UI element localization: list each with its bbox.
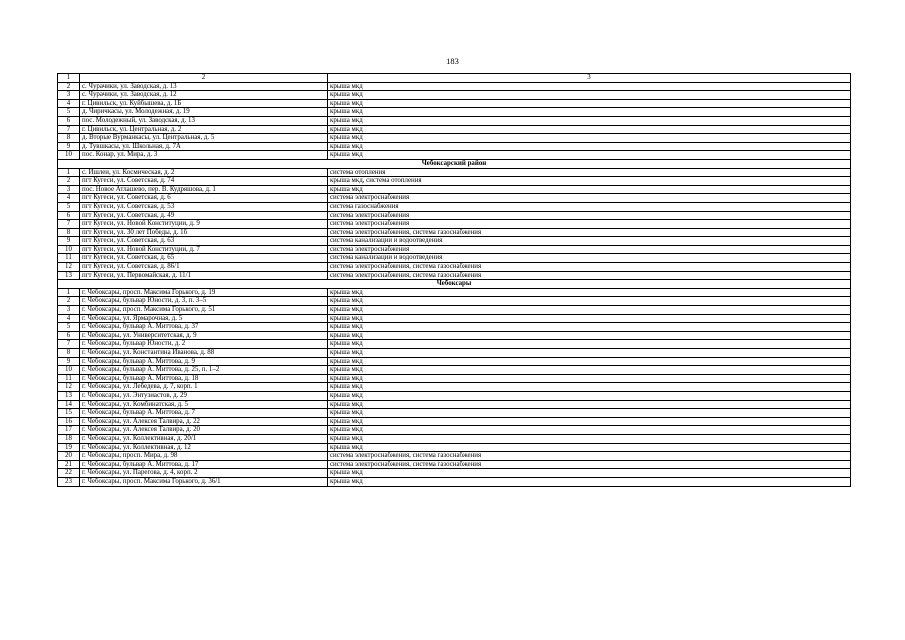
section-title: Чебоксарский район	[58, 159, 851, 168]
row-work-type: крыша мкд	[328, 306, 851, 315]
row-number: 15	[58, 409, 80, 418]
row-address: пгт Кугеси, ул. Новой Конституции, д. 7	[80, 245, 328, 254]
row-number: 8	[58, 134, 80, 143]
row-work-type: крыша мкд	[328, 314, 851, 323]
table-row	[58, 349, 851, 358]
row-address: г. Чебоксары, бульвар Юности, д. 2	[80, 340, 328, 349]
row-number: 11	[58, 374, 80, 383]
row-address: г. Чебоксары, ул. Алексея Талвира, д. 20	[80, 426, 328, 435]
table-row	[58, 177, 851, 186]
table-row	[58, 331, 851, 340]
row-number: 2	[58, 82, 80, 91]
row-address: г. Чебоксары, ул. Энтузиастов, д. 29	[80, 391, 328, 400]
table-row	[58, 400, 851, 409]
row-number: 10	[58, 151, 80, 160]
row-number: 23	[58, 477, 80, 486]
row-address: пос. Молодежный, ул. Заводская, д. 13	[80, 116, 328, 125]
table-row	[58, 271, 851, 280]
row-number: 17	[58, 426, 80, 435]
row-number: 6	[58, 116, 80, 125]
row-number: 3	[58, 91, 80, 100]
table-row	[58, 357, 851, 366]
table-row	[58, 245, 851, 254]
row-number: 4	[58, 194, 80, 203]
row-work-type: крыша мкд	[328, 391, 851, 400]
row-work-type: крыша мкд	[328, 323, 851, 332]
row-number: 5	[58, 202, 80, 211]
row-address: г. Чебоксары, бульвар А. Миттова, д. 17	[80, 460, 328, 469]
row-work-type: система электроснабжения, система газоснабжения	[328, 271, 851, 280]
row-number: 6	[58, 331, 80, 340]
row-number: 20	[58, 452, 80, 461]
table-row	[58, 116, 851, 125]
table-row	[58, 366, 851, 375]
row-number: 6	[58, 211, 80, 220]
row-number: 7	[58, 125, 80, 134]
row-address: пгт Кугеси, ул. Советская, д. 65	[80, 254, 328, 263]
table-row	[58, 151, 851, 160]
row-number: 2	[58, 297, 80, 306]
row-address: пгт Кугеси, ул. Советская, д. 49	[80, 211, 328, 220]
row-number: 4	[58, 314, 80, 323]
row-address: д. Вторые Вурманкасы, ул. Центральная, д. 5	[80, 134, 328, 143]
table-row	[58, 91, 851, 100]
table-row	[58, 185, 851, 194]
row-address: г. Чебоксары, ул. Университетская, д. 9	[80, 331, 328, 340]
row-work-type: система электроснабжения	[328, 220, 851, 229]
row-work-type: крыша мкд	[328, 366, 851, 375]
row-number: 10	[58, 245, 80, 254]
row-work-type: крыша мкд	[328, 185, 851, 194]
column-header-2: 2	[80, 74, 328, 83]
row-number: 9	[58, 142, 80, 151]
table-row	[58, 323, 851, 332]
table-row	[58, 220, 851, 229]
row-number: 14	[58, 400, 80, 409]
row-work-type: крыша мкд	[328, 409, 851, 418]
row-address: пгт Кугеси, ул. Советская, д. 86/1	[80, 263, 328, 272]
row-work-type: крыша мкд	[328, 477, 851, 486]
row-work-type: крыша мкд	[328, 151, 851, 160]
table-row	[58, 391, 851, 400]
table-row	[58, 228, 851, 237]
row-address: г. Чебоксары, бульвар Юности, д. 3, п. 3–5	[80, 297, 328, 306]
row-number: 18	[58, 434, 80, 443]
table-row	[58, 142, 851, 151]
row-work-type: система отопления	[328, 168, 851, 177]
row-work-type: крыша мкд	[328, 383, 851, 392]
row-address: г. Чебоксары, просп. Мира, д. 98	[80, 452, 328, 461]
row-address: г. Чебоксары, просп. Максима Горького, д. 36/1	[80, 477, 328, 486]
row-work-type: система электроснабжения, система газоснабжения	[328, 228, 851, 237]
row-work-type: крыша мкд	[328, 108, 851, 117]
row-address: пгт Кугеси, ул. Советская, д. 63	[80, 237, 328, 246]
table-row	[58, 314, 851, 323]
row-address: пос. Новое Атлашево, пер. В. Кудряшова, д. 1	[80, 185, 328, 194]
table-row	[58, 443, 851, 452]
row-address: г. Цивильск, ул. Куйбышева, д. 1Б	[80, 99, 328, 108]
table-row	[58, 288, 851, 297]
row-address: пгт Кугеси, ул. Новой Конституции, д. 9	[80, 220, 328, 229]
row-number: 4	[58, 99, 80, 108]
row-number: 10	[58, 366, 80, 375]
row-number: 3	[58, 306, 80, 315]
row-work-type: крыша мкд, система отопления	[328, 177, 851, 186]
row-address: с. Ишлеи, ул. Космическая, д. 2	[80, 168, 328, 177]
row-work-type: крыша мкд	[328, 82, 851, 91]
row-address: г. Чебоксары, бульвар А. Миттова, д. 37	[80, 323, 328, 332]
table-row	[58, 417, 851, 426]
row-number: 9	[58, 237, 80, 246]
column-header-row	[58, 74, 851, 83]
row-address: г. Чебоксары, ул. Парегова, д. 4, корп. 2	[80, 469, 328, 478]
row-address: д. Чиричкасы, ул. Молодежная, д. 19	[80, 108, 328, 117]
row-work-type: крыша мкд	[328, 357, 851, 366]
row-number: 2	[58, 177, 80, 186]
section-header-row	[58, 159, 851, 168]
repair-table	[57, 73, 851, 487]
table-row	[58, 409, 851, 418]
row-number: 3	[58, 185, 80, 194]
row-address: г. Чебоксары, бульвар А. Миттова, д. 25, п. 1–2	[80, 366, 328, 375]
row-work-type: крыша мкд	[328, 434, 851, 443]
row-address: г. Чебоксары, бульвар А. Миттова, д. 18	[80, 374, 328, 383]
row-address: г. Чебоксары, просп. Максима Горького, д. 51	[80, 306, 328, 315]
section-header-row	[58, 280, 851, 289]
page-number: 183	[446, 56, 459, 66]
row-work-type: крыша мкд	[328, 400, 851, 409]
row-work-type: система электроснабжения, система газоснабжения	[328, 452, 851, 461]
row-number: 7	[58, 220, 80, 229]
row-address: пгт Кугеси, ул. Советская, д. 6	[80, 194, 328, 203]
row-number: 5	[58, 323, 80, 332]
table-row	[58, 477, 851, 486]
row-number: 5	[58, 108, 80, 117]
row-address: пгт Кугеси, ул. 30 лет Победы, д. 1б	[80, 228, 328, 237]
table-row	[58, 460, 851, 469]
row-address: г. Чебоксары, ул. Константина Иванова, д. 88	[80, 349, 328, 358]
table-row	[58, 108, 851, 117]
row-address: г. Чебоксары, просп. Максима Горького, д. 19	[80, 288, 328, 297]
row-work-type: система электроснабжения	[328, 194, 851, 203]
row-address: г. Цивильск, ул. Центральная, д. 2	[80, 125, 328, 134]
table-row	[58, 426, 851, 435]
table-row	[58, 194, 851, 203]
row-work-type: крыша мкд	[328, 116, 851, 125]
row-number: 13	[58, 271, 80, 280]
row-address: пгт Кугеси, ул. Первомайская, д. 11/1	[80, 271, 328, 280]
section-title: Чебоксары	[58, 280, 851, 289]
row-work-type: система электроснабжения	[328, 245, 851, 254]
row-address: с. Чурачики, ул. Заводская, д. 12	[80, 91, 328, 100]
row-work-type: крыша мкд	[328, 417, 851, 426]
row-work-type: система газоснабжения	[328, 202, 851, 211]
row-address: г. Чебоксары, ул. Комбинатская, д. 5	[80, 400, 328, 409]
row-number: 19	[58, 443, 80, 452]
row-number: 7	[58, 340, 80, 349]
row-number: 8	[58, 349, 80, 358]
column-header-1: 1	[58, 74, 80, 83]
row-number: 12	[58, 263, 80, 272]
row-number: 1	[58, 288, 80, 297]
row-work-type: крыша мкд	[328, 374, 851, 383]
row-work-type: крыша мкд	[328, 99, 851, 108]
row-address: г. Чебоксары, ул. Ярмарочная, д. 5	[80, 314, 328, 323]
row-work-type: система канализации и водоотведения	[328, 237, 851, 246]
row-address: пгт Кугеси, ул. Советская, д. 53	[80, 202, 328, 211]
row-address: пгт Кугеси, ул. Советская, д. 74	[80, 177, 328, 186]
table-row	[58, 452, 851, 461]
row-address: г. Чебоксары, ул. Коллективная, д. 12	[80, 443, 328, 452]
row-work-type: крыша мкд	[328, 469, 851, 478]
row-number: 13	[58, 391, 80, 400]
row-number: 9	[58, 357, 80, 366]
row-number: 12	[58, 383, 80, 392]
table-row	[58, 82, 851, 91]
row-number: 22	[58, 469, 80, 478]
table-row	[58, 125, 851, 134]
row-work-type: крыша мкд	[328, 297, 851, 306]
row-address: г. Чебоксары, ул. Лебедева, д. 7, корп. 1	[80, 383, 328, 392]
row-address: г. Чебоксары, ул. Алексея Талвира, д. 22	[80, 417, 328, 426]
row-number: 8	[58, 228, 80, 237]
table-row	[58, 306, 851, 315]
row-work-type: крыша мкд	[328, 443, 851, 452]
table-row	[58, 237, 851, 246]
row-work-type: крыша мкд	[328, 426, 851, 435]
row-work-type: крыша мкд	[328, 142, 851, 151]
row-work-type: крыша мкд	[328, 340, 851, 349]
row-work-type: крыша мкд	[328, 331, 851, 340]
table-row	[58, 168, 851, 177]
row-number: 11	[58, 254, 80, 263]
table-row	[58, 211, 851, 220]
row-address: г. Чебоксары, бульвар А. Миттова, д. 9	[80, 357, 328, 366]
table-row	[58, 99, 851, 108]
table-row	[58, 340, 851, 349]
table-row	[58, 434, 851, 443]
row-work-type: система электроснабжения, система газоснабжения	[328, 263, 851, 272]
row-work-type: крыша мкд	[328, 125, 851, 134]
row-number: 21	[58, 460, 80, 469]
table-row	[58, 254, 851, 263]
table-row	[58, 263, 851, 272]
table-row	[58, 297, 851, 306]
row-work-type: система электроснабжения, система газоснабжения	[328, 460, 851, 469]
row-address: с. Чурачики, ул. Заводская, д. 13	[80, 82, 328, 91]
row-work-type: крыша мкд	[328, 134, 851, 143]
row-address: г. Чебоксары, бульвар А. Миттова, д. 7	[80, 409, 328, 418]
row-work-type: крыша мкд	[328, 349, 851, 358]
table-row	[58, 383, 851, 392]
row-work-type: крыша мкд	[328, 288, 851, 297]
row-number: 1	[58, 168, 80, 177]
row-work-type: крыша мкд	[328, 91, 851, 100]
row-work-type: система канализации и водоотведения	[328, 254, 851, 263]
table-row	[58, 202, 851, 211]
row-number: 16	[58, 417, 80, 426]
table-row	[58, 374, 851, 383]
row-address: пос. Конар, ул. Мира, д. 3	[80, 151, 328, 160]
row-address: д. Тувшкасы, ул. Школьная, д. 7А	[80, 142, 328, 151]
row-address: г. Чебоксары, ул. Коллективная, д. 20/1	[80, 434, 328, 443]
table-row	[58, 134, 851, 143]
row-work-type: система электроснабжения	[328, 211, 851, 220]
column-header-3: 3	[328, 74, 851, 83]
table-row	[58, 469, 851, 478]
